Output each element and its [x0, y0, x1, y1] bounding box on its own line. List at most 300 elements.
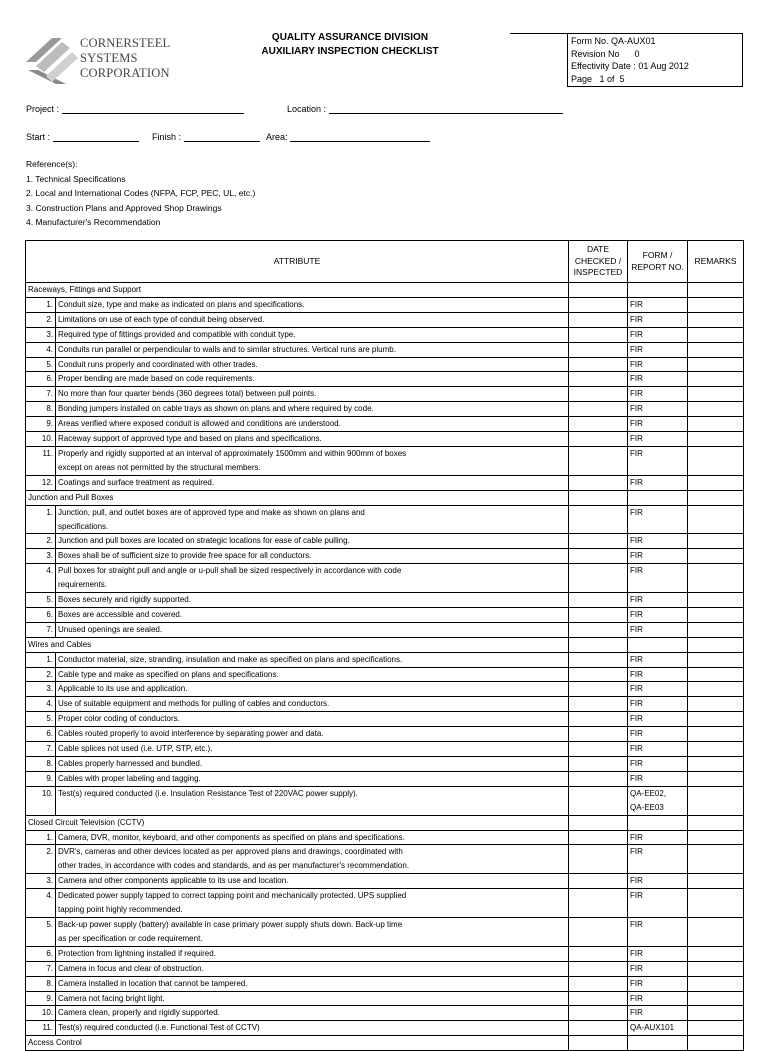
form-report-cell: FIR [628, 312, 688, 327]
item-attribute: Bonding jumpers installed on cable trays as shown on plans and where required by code. [56, 402, 569, 417]
item-attribute: Camera not facing bright light. [56, 991, 569, 1006]
remarks-header: REMARKS [688, 241, 744, 283]
item-number: 1. [26, 830, 56, 845]
item-number: 2. [26, 534, 56, 549]
table-row [26, 357, 744, 372]
item-attribute: Cable type and make as specified on plans and specifications. [56, 667, 569, 682]
form-report-cell: FIR [628, 564, 688, 593]
company-name: CORNERSTEEL SYSTEMS CORPORATION [80, 36, 171, 80]
item-attribute: Test(s) required conducted (i.e. Functional Test of CCTV) [56, 1021, 569, 1036]
remarks-cell[interactable] [688, 475, 744, 490]
form-report-cell: FIR [628, 771, 688, 786]
reference-item: 4. Manufacturer's Recommendation [26, 217, 161, 227]
item-attribute: Camera and other components applicable to its use and location. [56, 874, 569, 889]
date-cell[interactable] [569, 667, 628, 682]
date-cell[interactable] [569, 417, 628, 432]
table-row [26, 417, 744, 432]
item-attribute: DVR's, cameras and other devices located as per approved plans and drawings, coordinated with other trades, in accordance with codes and standards, and as per manufacturer's recommendation. [56, 845, 569, 874]
remarks-cell[interactable] [688, 297, 744, 312]
item-attribute: Properly and rigidly supported at an interval of approximately 1500mm and within 900mm of boxes except on areas not permitted by the structural members. [56, 446, 569, 475]
form-report-cell: FIR [628, 991, 688, 1006]
start-field[interactable] [26, 131, 139, 142]
item-attribute: Test(s) required conducted (i.e. Insulation Resistance Test of 220VAC power supply). [56, 786, 569, 815]
remarks-cell[interactable] [688, 771, 744, 786]
date-cell[interactable] [569, 961, 628, 976]
page-number: Page 1 of 5 [571, 73, 625, 84]
remarks-cell[interactable] [688, 549, 744, 564]
item-attribute: Unused openings are sealed. [56, 622, 569, 637]
table-row [26, 712, 744, 727]
form-report-cell: FIR [628, 297, 688, 312]
remarks-cell[interactable] [688, 889, 744, 918]
form-report-cell: FIR [628, 372, 688, 387]
date-cell[interactable] [569, 697, 628, 712]
item-attribute: Coatings and surface treatment as required. [56, 475, 569, 490]
document-title: AUXILIARY INSPECTION CHECKLIST [261, 46, 439, 57]
item-attribute: Camera installed in location that cannot be tampered. [56, 976, 569, 991]
table-row [26, 946, 744, 961]
form-report-cell: FIR [628, 830, 688, 845]
project-label: Project : [26, 104, 60, 114]
item-number: 10. [26, 786, 56, 815]
form-report-cell: FIR [628, 1006, 688, 1021]
form-report-cell: FIR [628, 327, 688, 342]
form-cell [628, 283, 688, 298]
remarks-cell[interactable] [688, 697, 744, 712]
item-number: 7. [26, 961, 56, 976]
item-number: 11. [26, 446, 56, 475]
remarks-cell[interactable] [688, 607, 744, 622]
date-cell[interactable] [569, 622, 628, 637]
form-report-cell: FIR [628, 357, 688, 372]
reference-item: 1. Technical Specifications [26, 173, 126, 184]
remarks-cell[interactable] [688, 991, 744, 1006]
date-cell[interactable] [569, 1006, 628, 1021]
remarks-cell[interactable] [688, 757, 744, 772]
item-attribute: Conduits run parallel or perpendicular to walls and to similar structures. Vertical runs are plumb. [56, 342, 569, 357]
date-cell[interactable] [569, 976, 628, 991]
date-cell[interactable] [569, 727, 628, 742]
table-row [26, 830, 744, 845]
item-number: 1. [26, 652, 56, 667]
references [26, 157, 255, 230]
attribute-header: ATTRIBUTE [26, 241, 569, 283]
remarks-cell[interactable] [688, 1006, 744, 1021]
item-number: 6. [26, 727, 56, 742]
item-attribute: Areas verified where exposed conduit is allowed and conditions are understood. [56, 417, 569, 432]
item-attribute: Camera, DVR, monitor, keyboard, and other components as specified on plans and specifications. [56, 830, 569, 845]
date-cell[interactable] [569, 564, 628, 593]
form-report-cell: FIR [628, 712, 688, 727]
header-rule [510, 33, 568, 34]
form-report-cell: FIR [628, 652, 688, 667]
remarks-cell[interactable] [688, 490, 744, 505]
date-cell[interactable] [569, 505, 628, 534]
form-report-cell: FIR [628, 757, 688, 772]
table-row [26, 505, 744, 534]
item-number: 2. [26, 312, 56, 327]
checklist-table [25, 240, 744, 1051]
form-report-cell: QA-EE02, QA-EE03 [628, 786, 688, 815]
remarks-cell[interactable] [688, 342, 744, 357]
remarks-cell[interactable] [688, 505, 744, 534]
effectivity-date: Effectivity Date : 01 Aug 2012 [571, 61, 689, 71]
item-number: 5. [26, 712, 56, 727]
item-number: 4. [26, 889, 56, 918]
form-report-cell: FIR [628, 697, 688, 712]
item-number: 1. [26, 505, 56, 534]
project-input[interactable] [62, 103, 244, 114]
date-cell[interactable] [569, 771, 628, 786]
form-report-cell: FIR [628, 446, 688, 475]
item-number: 2. [26, 667, 56, 682]
area-label: Area: [266, 132, 288, 142]
date-cell[interactable] [569, 652, 628, 667]
item-number: 5. [26, 917, 56, 946]
table-row [26, 564, 744, 593]
date-cell[interactable] [569, 757, 628, 772]
date-cell[interactable] [569, 845, 628, 874]
table-row [26, 991, 744, 1006]
remarks-cell[interactable] [688, 845, 744, 874]
date-cell[interactable] [569, 991, 628, 1006]
section-row [26, 283, 744, 298]
form-report-cell: FIR [628, 432, 688, 447]
division-title: QUALITY ASSURANCE DIVISION [271, 32, 429, 43]
section-row [26, 490, 744, 505]
form-report-cell: FIR [628, 417, 688, 432]
date-cell[interactable] [569, 946, 628, 961]
table-row [26, 372, 744, 387]
remarks-cell[interactable] [688, 564, 744, 593]
table-row [26, 727, 744, 742]
item-attribute: Junction, pull, and outlet boxes are of approved type and make as shown on plans and specifications. [56, 505, 569, 534]
form-report-cell: FIR [628, 874, 688, 889]
item-number: 8. [26, 402, 56, 417]
item-attribute: Cables properly harnessed and bundled. [56, 757, 569, 772]
item-number: 10. [26, 1006, 56, 1021]
date-cell[interactable] [569, 682, 628, 697]
date-cell[interactable] [569, 637, 628, 652]
date-cell[interactable] [569, 815, 628, 830]
date-cell[interactable] [569, 1036, 628, 1051]
item-attribute: Protection from lightning installed if required. [56, 946, 569, 961]
item-attribute: Junction and pull boxes are located on strategic locations for ease of cable pulling. [56, 534, 569, 549]
item-number: 6. [26, 372, 56, 387]
form-report-cell: FIR [628, 342, 688, 357]
remarks-cell[interactable] [688, 1036, 744, 1051]
remarks-cell[interactable] [688, 432, 744, 447]
date-cell[interactable] [569, 874, 628, 889]
item-number: 1. [26, 297, 56, 312]
remarks-cell[interactable] [688, 742, 744, 757]
form-cell [628, 637, 688, 652]
remarks-cell[interactable] [688, 652, 744, 667]
item-number: 7. [26, 387, 56, 402]
remarks-cell[interactable] [688, 727, 744, 742]
table-row [26, 432, 744, 447]
section-row [26, 1036, 744, 1051]
item-attribute: Required type of fittings provided and compatible with conduit type. [56, 327, 569, 342]
form-report-cell: FIR [628, 961, 688, 976]
area-input[interactable] [290, 131, 430, 142]
remarks-cell[interactable] [688, 667, 744, 682]
remarks-cell[interactable] [688, 372, 744, 387]
remarks-cell[interactable] [688, 712, 744, 727]
date-cell[interactable] [569, 283, 628, 298]
item-attribute: Cable splices not used (i.e. UTP, STP, etc.). [56, 742, 569, 757]
remarks-cell[interactable] [688, 830, 744, 845]
item-number: 7. [26, 622, 56, 637]
item-attribute: Camera clean, properly and rigidly supported. [56, 1006, 569, 1021]
table-row [26, 312, 744, 327]
remarks-cell[interactable] [688, 417, 744, 432]
reference-item: 2. Local and International Codes (NFPA, FCP, PEC, UL, etc.) [26, 188, 256, 198]
finish-input[interactable] [184, 131, 260, 142]
item-attribute: Boxes are accessible and covered. [56, 607, 569, 622]
item-attribute: Proper color coding of conductors. [56, 712, 569, 727]
item-attribute: Cables routed properly to avoid interference by separating power and data. [56, 727, 569, 742]
item-number: 4. [26, 564, 56, 593]
item-attribute: Boxes shall be of sufficient size to provide free space for all conductors. [56, 549, 569, 564]
item-attribute: Conduit runs properly and coordinated with other trades. [56, 357, 569, 372]
table-row [26, 917, 744, 946]
remarks-cell[interactable] [688, 327, 744, 342]
date-cell[interactable] [569, 297, 628, 312]
date-cell[interactable] [569, 372, 628, 387]
item-number: 3. [26, 874, 56, 889]
date-cell[interactable] [569, 342, 628, 357]
item-attribute: Camera in focus and clear of obstruction. [56, 961, 569, 976]
form-report-cell: FIR [628, 549, 688, 564]
date-cell[interactable] [569, 402, 628, 417]
table-row [26, 682, 744, 697]
form-report-cell: FIR [628, 845, 688, 874]
remarks-cell[interactable] [688, 312, 744, 327]
form-report-cell: FIR [628, 593, 688, 608]
form-report-cell: FIR [628, 727, 688, 742]
table-row [26, 652, 744, 667]
item-number: 9. [26, 771, 56, 786]
remarks-cell[interactable] [688, 976, 744, 991]
form-report-cell: FIR [628, 505, 688, 534]
item-number: 3. [26, 682, 56, 697]
finish-label: Finish : [152, 132, 182, 142]
location-input[interactable] [329, 103, 563, 114]
table-row [26, 402, 744, 417]
item-number: 8. [26, 976, 56, 991]
remarks-cell[interactable] [688, 946, 744, 961]
item-number: 3. [26, 549, 56, 564]
remarks-cell[interactable] [688, 786, 744, 815]
date-cell[interactable] [569, 534, 628, 549]
item-number: 6. [26, 946, 56, 961]
date-cell[interactable] [569, 446, 628, 475]
table-row [26, 961, 744, 976]
date-cell[interactable] [569, 387, 628, 402]
item-number: 9. [26, 991, 56, 1006]
reference-item: 3. Construction Plans and Approved Shop Drawings [26, 202, 222, 213]
remarks-cell[interactable] [688, 446, 744, 475]
table-row [26, 874, 744, 889]
remarks-cell[interactable] [688, 534, 744, 549]
table-row [26, 1006, 744, 1021]
remarks-cell[interactable] [688, 961, 744, 976]
item-number: 11. [26, 1021, 56, 1036]
date-cell[interactable] [569, 889, 628, 918]
location-field[interactable] [287, 103, 563, 114]
date-cell[interactable] [569, 786, 628, 815]
form-report-cell: FIR [628, 607, 688, 622]
form-report-cell: FIR [628, 889, 688, 918]
table-row [26, 387, 744, 402]
item-number: 4. [26, 697, 56, 712]
item-attribute: Limitations on use of each type of conduit being observed. [56, 312, 569, 327]
start-input[interactable] [53, 131, 139, 142]
revision-number: Revision No 0 [571, 48, 640, 59]
date-cell[interactable] [569, 1021, 628, 1036]
table-row [26, 593, 744, 608]
table-row [26, 446, 744, 475]
table-row [26, 297, 744, 312]
item-attribute: Proper bending are made based on code requirements. [56, 372, 569, 387]
item-number: 12. [26, 475, 56, 490]
remarks-cell[interactable] [688, 815, 744, 830]
form-report-cell: FIR [628, 946, 688, 961]
form-report-cell: FIR [628, 475, 688, 490]
date-cell[interactable] [569, 327, 628, 342]
item-attribute: Dedicated power supply tapped to correct tapping point and mechanically protected. UPS supplied tapping point highly recommended. [56, 889, 569, 918]
item-number: 2. [26, 845, 56, 874]
table-row [26, 475, 744, 490]
date-cell[interactable] [569, 742, 628, 757]
date-cell[interactable] [569, 830, 628, 845]
form-report-cell: FIR [628, 976, 688, 991]
item-attribute: Cables with proper labeling and tagging. [56, 771, 569, 786]
table-row [26, 1021, 744, 1036]
item-number: 6. [26, 607, 56, 622]
table-row [26, 742, 744, 757]
section-title: Raceways, Fittings and Support [26, 283, 569, 298]
start-label: Start : [26, 132, 51, 142]
form-report-cell: FIR [628, 534, 688, 549]
section-row [26, 637, 744, 652]
remarks-cell[interactable] [688, 637, 744, 652]
remarks-cell[interactable] [688, 593, 744, 608]
remarks-cell[interactable] [688, 1021, 744, 1036]
date-cell[interactable] [569, 917, 628, 946]
form-report-cell: FIR [628, 742, 688, 757]
date-cell[interactable] [569, 490, 628, 505]
item-attribute: Boxes securely and rigidly supported. [56, 593, 569, 608]
item-attribute: Use of suitable equipment and methods for pulling of cables and conductors. [56, 697, 569, 712]
form-report-cell: FIR [628, 682, 688, 697]
finish-field[interactable] [152, 131, 260, 142]
section-title: Closed Circuit Television (CCTV) [26, 815, 569, 830]
remarks-cell[interactable] [688, 622, 744, 637]
references-title: Reference(s): [26, 159, 78, 169]
remarks-cell[interactable] [688, 357, 744, 372]
remarks-cell[interactable] [688, 682, 744, 697]
project-field[interactable] [26, 103, 244, 114]
table-row [26, 342, 744, 357]
date-cell[interactable] [569, 475, 628, 490]
table-row [26, 845, 744, 874]
remarks-cell[interactable] [688, 402, 744, 417]
table-row [26, 549, 744, 564]
form-cell [628, 815, 688, 830]
item-attribute: Raceway support of approved type and based on plans and specifications. [56, 432, 569, 447]
table-row [26, 976, 744, 991]
item-attribute: Pull boxes for straight pull and angle or u-pull shall be sized respectively in accordance with code requirements. [56, 564, 569, 593]
section-row [26, 815, 744, 830]
table-row [26, 771, 744, 786]
table-row [26, 607, 744, 622]
item-attribute: Conduit size, type and make as indicated on plans and specifications. [56, 297, 569, 312]
form-cell [628, 1036, 688, 1051]
item-number: 9. [26, 417, 56, 432]
location-label: Location : [287, 104, 327, 114]
table-header-row [26, 241, 744, 283]
item-number: 7. [26, 742, 56, 757]
date-cell[interactable] [569, 432, 628, 447]
form-report-cell: FIR [628, 917, 688, 946]
table-row [26, 534, 744, 549]
table-row [26, 622, 744, 637]
remarks-cell[interactable] [688, 387, 744, 402]
remarks-cell[interactable] [688, 874, 744, 889]
form-report-cell: FIR [628, 402, 688, 417]
form-number: Form No. QA-AUX01 [571, 36, 656, 46]
date-checked-header: DATE CHECKED / INSPECTED [569, 241, 628, 283]
table-row [26, 786, 744, 815]
section-title: Wires and Cables [26, 637, 569, 652]
remarks-cell[interactable] [688, 917, 744, 946]
item-attribute: Applicable to its use and application. [56, 682, 569, 697]
item-number: 8. [26, 757, 56, 772]
form-cell [628, 490, 688, 505]
table-row [26, 889, 744, 918]
section-title: Access Control [26, 1036, 569, 1051]
form-info-box [567, 33, 743, 87]
item-number: 5. [26, 357, 56, 372]
form-report-cell: FIR [628, 387, 688, 402]
table-row [26, 697, 744, 712]
item-attribute: No more than four quarter bends (360 degrees total) between pull points. [56, 387, 569, 402]
date-cell[interactable] [569, 312, 628, 327]
remarks-cell[interactable] [688, 283, 744, 298]
area-field[interactable] [266, 131, 430, 142]
table-row [26, 327, 744, 342]
form-report-cell: FIR [628, 622, 688, 637]
item-number: 3. [26, 327, 56, 342]
date-cell[interactable] [569, 357, 628, 372]
date-cell[interactable] [569, 607, 628, 622]
table-row [26, 757, 744, 772]
item-number: 4. [26, 342, 56, 357]
form-report-cell: QA-AUX101 [628, 1021, 688, 1036]
form-report-cell: FIR [628, 667, 688, 682]
date-cell[interactable] [569, 712, 628, 727]
section-title: Junction and Pull Boxes [26, 490, 569, 505]
item-number: 5. [26, 593, 56, 608]
date-cell[interactable] [569, 549, 628, 564]
item-attribute: Conductor material, size, stranding, insulation and make as specified on plans and specifications. [56, 652, 569, 667]
item-attribute: Back-up power supply (battery) available in case primary power supply shuts down. Back-up time as per specification or code requirement. [56, 917, 569, 946]
table-row [26, 667, 744, 682]
date-cell[interactable] [569, 593, 628, 608]
form-report-header: FORM / REPORT NO. [628, 241, 688, 283]
